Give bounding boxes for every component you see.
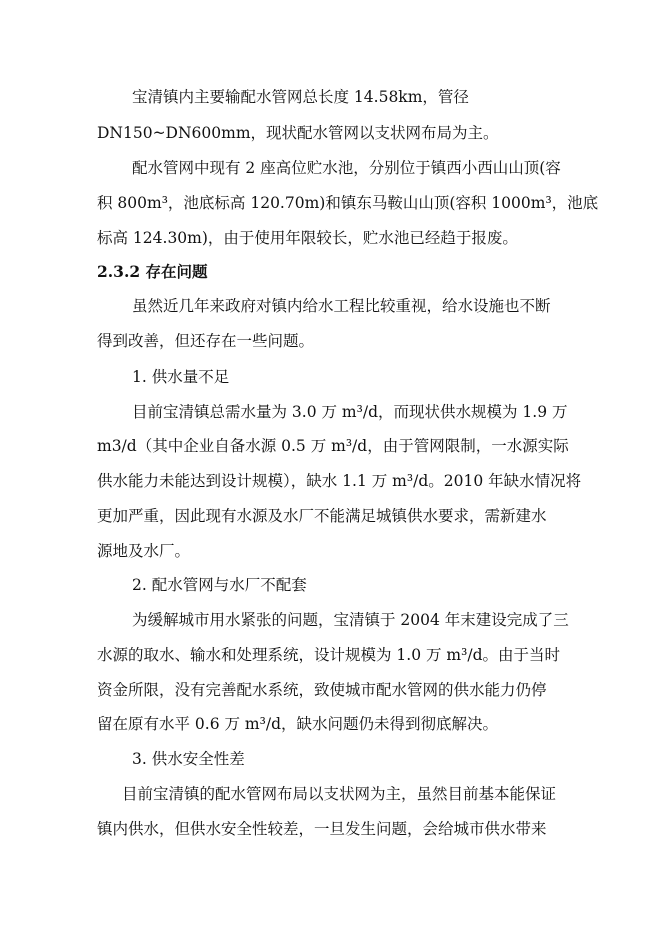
paragraph-4-line-2: m3/d（其中企业自备水源 0.5 万 m³/d，由于管网限制，一水源实际 <box>97 437 569 455</box>
paragraph-6-line-1: 目前宝清镇的配水管网布局以支状网为主，虽然目前基本能保证 <box>122 785 557 803</box>
item-3-title: 3. 供水安全性差 <box>132 750 245 768</box>
paragraph-3-line-2: 得到改善，但还存在一些问题。 <box>97 332 315 350</box>
paragraph-5-line-3: 资金所限，没有完善配水系统，致使城市配水管网的供水能力仍停 <box>97 681 547 699</box>
item-2-title: 2. 配水管网与水厂不配套 <box>132 576 307 594</box>
item-1-title: 1. 供水量不足 <box>132 368 230 386</box>
paragraph-1-line-1: 宝清镇内主要输配水管网总长度 14.58km，管径 <box>132 88 469 106</box>
paragraph-2-line-1: 配水管网中现有 2 座高位贮水池，分别位于镇西小西山山顶(容 <box>132 159 561 177</box>
paragraph-4-line-3: 供水能力未能达到设计规模），缺水 1.1 万 m³/d。2010 年缺水情况将 <box>97 472 582 490</box>
paragraph-3-line-1: 虽然近几年来政府对镇内给水工程比较重视，给水设施也不断 <box>132 297 551 315</box>
paragraph-2-line-3: 标高 124.30m)，由于使用年限较长，贮水池已经趋于报废。 <box>97 229 518 247</box>
paragraph-4-line-4: 更加严重，因此现有水源及水厂不能满足城镇供水要求，需新建水 <box>97 507 547 525</box>
paragraph-4-line-1: 目前宝清镇总需水量为 3.0 万 m³/d，而现状供水规模为 1.9 万 <box>132 403 568 421</box>
paragraph-2-line-2: 积 800m³，池底标高 120.70m)和镇东马鞍山山顶(容积 1000m³，池底 <box>97 194 599 212</box>
paragraph-5-line-4: 留在原有水平 0.6 万 m³/d，缺水问题仍未得到彻底解决。 <box>97 715 498 733</box>
paragraph-1-line-2: DN150~DN600mm，现状配水管网以支状网布局为主。 <box>97 124 499 142</box>
paragraph-5-line-1: 为缓解城市用水紧张的问题，宝清镇于 2004 年末建设完成了三 <box>132 611 569 629</box>
paragraph-4-line-5: 源地及水厂。 <box>97 542 191 560</box>
paragraph-5-line-2: 水源的取水、输水和处理系统，设计规模为 1.0 万 m³/d。由于当时 <box>97 646 560 664</box>
paragraph-6-line-2: 镇内供水，但供水安全性较差，一旦发生问题，会给城市供水带来 <box>97 820 547 838</box>
section-heading: 2.3.2 存在问题 <box>97 262 208 281</box>
